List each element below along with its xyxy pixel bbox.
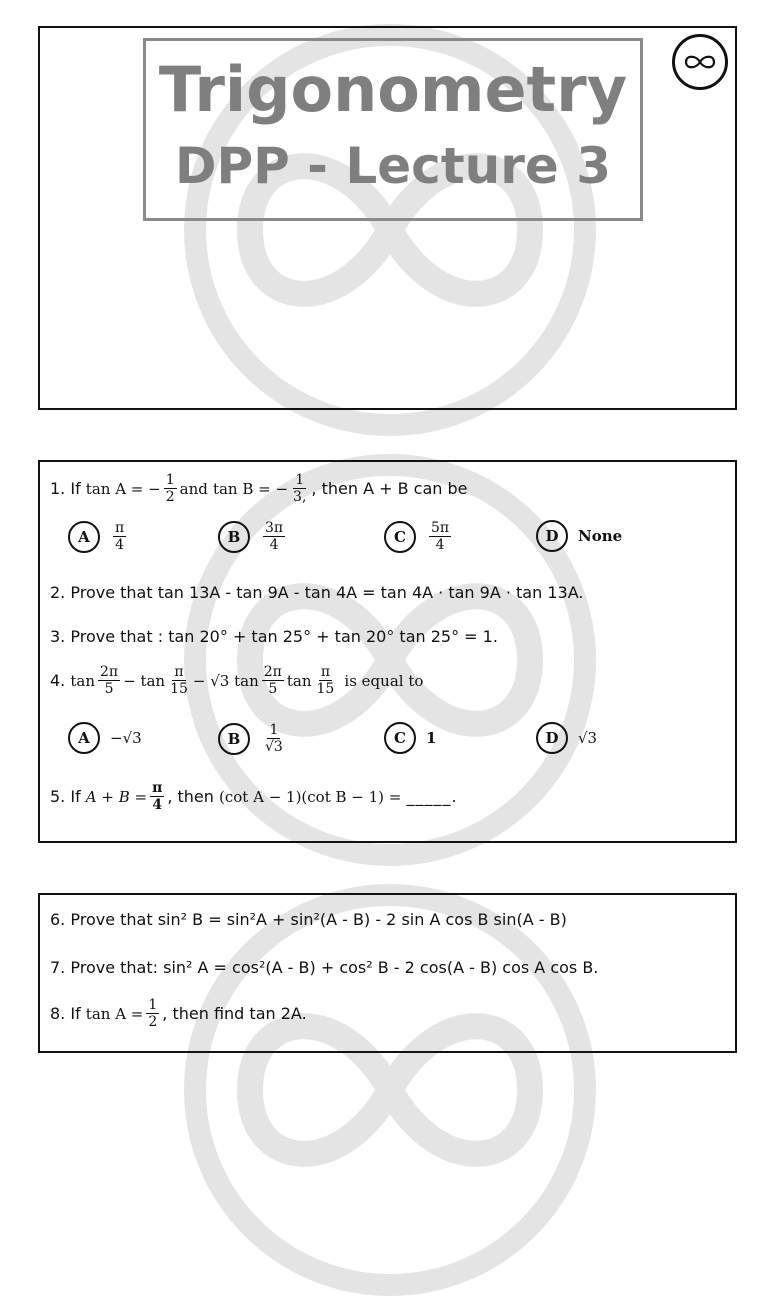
option-letter: D [536,722,568,754]
question-4: 4. tan $\frac{2\pi}{5}$ − tan $\frac{\pi}{15}$ − √3 tan $\frac{2\pi}{5}$ tan $\frac{\pi}{15}$ is equal to [50,664,424,697]
fraction: $\frac{5\pi}{4}$ [431,520,450,553]
answer-blank: _____. [406,787,458,806]
fraction: $\frac{1}{2}$ [148,997,158,1030]
fraction: $\frac{2\pi}{5}$ [263,664,282,697]
page-subtitle: DPP - Lecture 3 [174,137,612,195]
title-card [38,26,737,410]
option-text: √3 [578,729,598,747]
fraction: $\frac{2\pi}{5}$ [100,664,119,697]
fraction: $\frac{\pi}{4}$ [115,520,125,553]
fraction: $\frac{3\pi}{4}$ [265,520,284,553]
fraction: $\frac{\pi}{15}$ [170,664,188,697]
option-text: 1 [426,729,437,747]
option-letter: C [384,521,416,553]
fraction: $\frac{1}{√3}$ [265,722,283,755]
option-b[interactable] [218,520,288,553]
option-c[interactable] [384,520,454,553]
option-d[interactable] [536,520,622,552]
page-title: Trigonometry [158,53,628,126]
q1-suffix: , then A + B can be [311,479,468,498]
option-letter: B [218,521,250,553]
fraction: $\frac{\pi}{4}$ [152,780,163,813]
question-5: 5. If A + B = $\frac{\pi}{4}$ , then (cot A − 1)(cot B − 1) = _____. [50,780,458,813]
option-text: None [578,527,623,545]
question-7: 7. Prove that: sin² A = cos²(A - B) + cos² B - 2 cos(A - B) cos A cos B. [50,958,599,977]
option-letter: A [68,722,100,754]
option-text: −√3 [110,729,142,747]
option-a[interactable] [68,520,129,553]
question-3: 3. Prove that : tan 20° + tan 25° + tan 20° tan 25° = 1. [50,627,498,646]
q1-tanA: tan A = − [85,479,161,498]
q1-tanB: tan B = − [212,479,289,498]
option-b[interactable] [218,722,288,755]
q1-and: and [179,479,208,498]
q1-prefix: 1. If [50,479,81,498]
title-frame [143,38,643,221]
option-letter: A [68,521,100,553]
option-a[interactable] [68,722,142,754]
question-2: 2. Prove that tan 13A - tan 9A - tan 4A = tan 4A · tan 9A · tan 13A. [50,583,584,602]
question-1 [50,472,467,505]
question-8: 8. If tan A = $\frac{1}{2}$ , then find tan 2A. [50,997,307,1030]
option-c[interactable] [384,722,436,754]
option-letter: B [218,723,250,755]
infinity-icon [672,34,728,90]
option-d[interactable] [536,722,597,754]
fraction: $\frac{\pi}{15}$ [316,664,335,697]
option-letter: D [536,520,568,552]
questions-card-2 [38,893,737,1053]
fraction: $\frac{1}{3,}$ [293,472,307,505]
option-letter: C [384,722,416,754]
question-6: 6. Prove that sin² B = sin²A + sin²(A - B) - 2 sin A cos B sin(A - B) [50,910,567,929]
fraction: $\frac{1}{2}$ [165,472,175,505]
questions-card-1 [38,460,737,843]
